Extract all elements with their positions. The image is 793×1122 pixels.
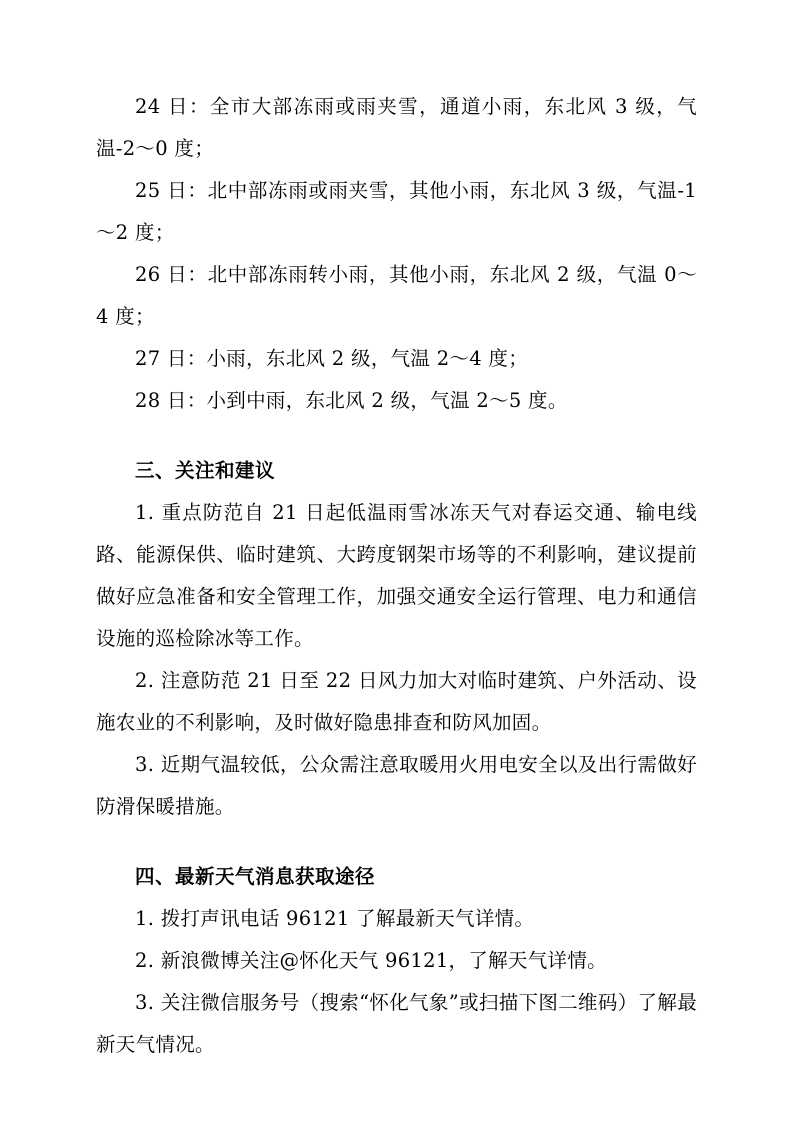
- forecast-item: 27 日：小雨，东北风 2 级，气温 2～4 度；: [135, 347, 529, 370]
- section-heading-four: 四、最新天气消息获取途径: [135, 865, 376, 888]
- forecast-list: [96, 86, 697, 422]
- paragraph: 3. 关注微信服务号（搜索“怀化气象”或扫描下图二维码）了解最新天气情况。: [96, 991, 697, 1056]
- paragraph: 1. 拨打声讯电话 96121 了解最新天气详情。: [135, 907, 535, 930]
- spacer: [96, 422, 697, 450]
- paragraph: 1. 重点防范自 21 日起低温雨雪冰冻天气对春运交通、输电线路、能源保供、临时建筑、大跨度钢架市场等的不利影响，建议提前做好应急准备和安全管理工作，加强交通安全运行管理、电力和通信设施的巡检除冰等工作。: [96, 501, 697, 650]
- paragraph: 2. 新浪微博关注@怀化天气 96121，了解天气详情。: [135, 949, 607, 972]
- section-four-body: [96, 898, 697, 1066]
- spacer: [96, 828, 697, 856]
- section-three-body: [96, 492, 697, 828]
- paragraph: 2. 注意防范 21 日至 22 日风力加大对临时建筑、户外活动、设施农业的不利影响，及时做好隐患排查和防风加固。: [96, 669, 697, 734]
- section-heading-three: 三、关注和建议: [135, 459, 276, 482]
- forecast-item: 28 日：小到中雨，东北风 2 级，气温 2～5 度。: [135, 389, 568, 412]
- forecast-item: 25 日：北中部冻雨或雨夹雪，其他小雨，东北风 3 级，气温-1～2 度；: [96, 179, 697, 244]
- forecast-item: 26 日：北中部冻雨转小雨，其他小雨，东北风 2 级，气温 0～4 度；: [96, 263, 697, 328]
- paragraph: 3. 近期气温较低，公众需注意取暖用火用电安全以及出行需做好防滑保暖措施。: [96, 753, 697, 818]
- forecast-item: 24 日：全市大部冻雨或雨夹雪，通道小雨，东北风 3 级，气温-2～0 度；: [96, 95, 697, 160]
